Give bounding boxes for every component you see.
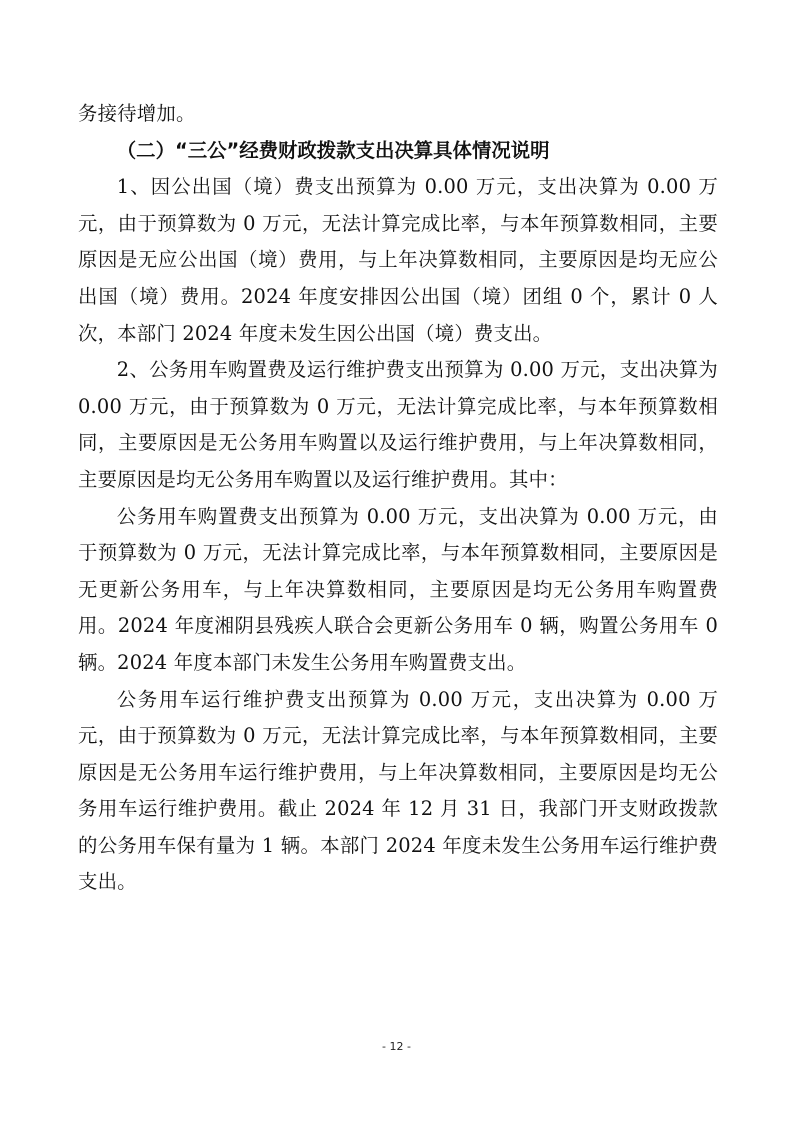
section-heading: （二）“三公”经费财政拨款支出决算具体情况说明 xyxy=(116,138,550,162)
paragraph-overseas-travel: 1、因公出国（境）费支出预算为 0.00 万元，支出决算为 0.00 万元，由于预算数为 0 万元，无法计算完成比率，与本年预算数相同，主要原因是无应公出国（境）费用，与上年决算数相同，主要原因是均无应公出国（境）费用。2024 年度安排因公出国（境）团组 0 个，累计 0 人次，本部门 2024 年度未发生因公出国（境）费支出。 xyxy=(78,175,718,345)
paragraph-vehicle-maintenance: 公务用车运行维护费支出预算为 0.00 万元，支出决算为 0.00 万元，由于预算数为 0 万元，无法计算完成比率，与本年预算数相同，主要原因是无公务用车运行维护费用，与上年决算数相同，主要原因是均无公务用车运行维护费用。截止 2024 年 12 月 31 日，我部门开支财政拨款的公务用车保有量为 1 辆。本部门 2024 年度未发生公务用车运行维护费支出。 xyxy=(78,687,718,894)
paragraph-vehicle-purchase: 公务用车购置费支出预算为 0.00 万元，支出决算为 0.00 万元，由于预算数为 0 万元，无法计算完成比率，与本年预算数相同，主要原因是无更新公务用车，与上年决算数相同，主要原因是均无公务用车购置费用。2024 年度湘阴县残疾人联合会更新公务用车 0 辆，购置公务用车 0 辆。2024 年度本部门未发生公务用车购置费支出。 xyxy=(78,504,718,674)
paragraph-continuation: 务接待增加。 xyxy=(78,102,196,125)
document-body xyxy=(78,96,718,901)
page-number: - 12 - xyxy=(382,1040,411,1053)
paragraph-vehicle-total: 2、公务用车购置费及运行维护费支出预算为 0.00 万元，支出决算为 0.00 万元，由于预算数为 0 万元，无法计算完成比率，与本年预算数相同，主要原因是无公务用车购置以及运行维护费用，与上年决算数相同，主要原因是均无公务用车购置以及运行维护费用。其中： xyxy=(78,358,718,491)
